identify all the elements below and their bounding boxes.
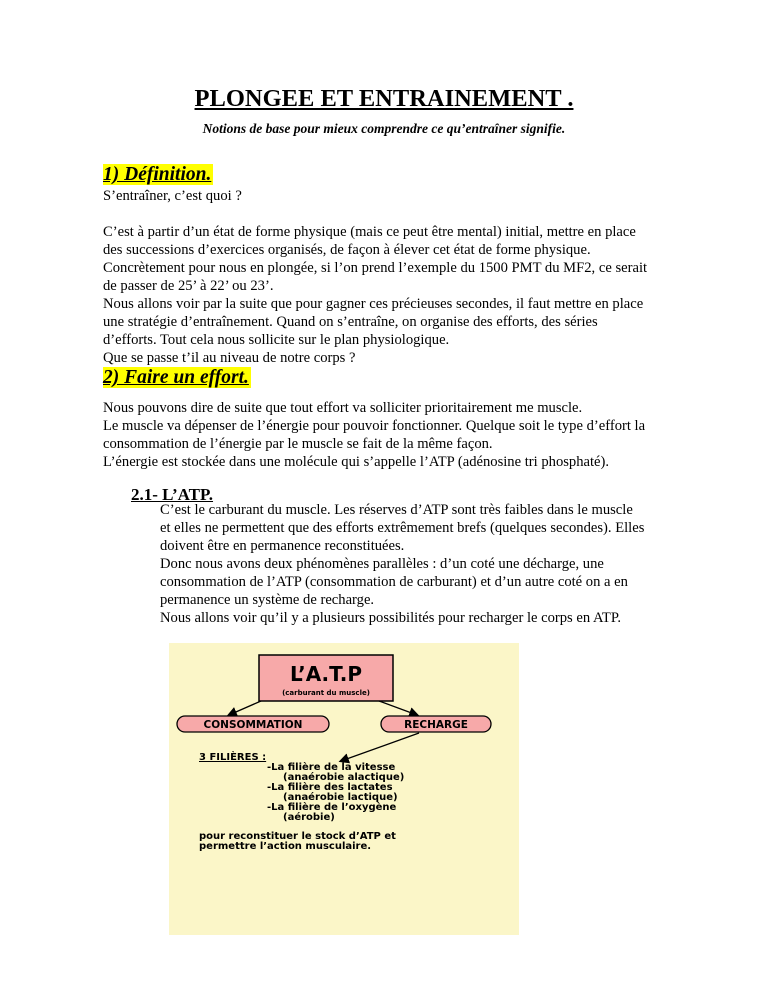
filiere-line: -La filière des lactates: [267, 782, 393, 793]
text-line: de passer de 25’ à 22’ ou 23’.: [103, 278, 274, 294]
section-heading-atp: 2.1- L’ATP.: [131, 485, 214, 504]
definition-question: S’entraîner, c’est quoi ?: [103, 188, 242, 204]
text-line: des successions d’exercices organisés, de façon à élever cet état de forme physique.: [103, 242, 591, 258]
text-line: et elles ne permettent que des efforts extrêmement brefs (quelques secondes). Elles: [160, 520, 645, 536]
definition-paragraph: [103, 223, 673, 367]
text-line: consommation de l’ATP (consommation de carburant) et d’un autre coté on a en: [160, 574, 628, 590]
effort-paragraph: [103, 399, 673, 471]
recharge-label: RECHARGE: [404, 719, 468, 731]
conclusion-line: permettre l’action musculaire.: [199, 841, 372, 852]
consommation-label: CONSOMMATION: [203, 719, 303, 731]
filiere-line: -La filière de l’oxygène: [267, 802, 397, 813]
arrow-to-recharge: [379, 701, 417, 715]
text-line: d’efforts. Tout cela nous sollicite sur le plan physiologique.: [103, 332, 450, 348]
page-title: PLONGEE ET ENTRAINEMENT .: [194, 85, 574, 112]
atp-box-title: L’A.T.P: [289, 662, 363, 686]
text-line: Nous pouvons dire de suite que tout effort va solliciter prioritairement me muscle.: [103, 400, 583, 416]
atp-diagram-svg: [169, 643, 519, 935]
arrow-to-filieres: [341, 733, 419, 761]
text-line: consommation de l’énergie par le muscle se fait de la même façon.: [103, 436, 493, 452]
filiere-line: (aérobie): [283, 812, 335, 823]
text-line: permanence un système de recharge.: [160, 592, 375, 608]
text-line: Nous allons voir qu’il y a plusieurs possibilités pour recharger le corps en ATP.: [160, 610, 621, 626]
atp-box-subtitle: (carburant du muscle): [282, 689, 370, 697]
atp-paragraph: [160, 501, 680, 627]
arrow-to-consommation: [229, 701, 261, 715]
text-line: Nous allons voir par la suite que pour gagner ces précieuses secondes, il faut mettre en place: [103, 296, 644, 312]
section-heading-definition: 1) Définition.: [103, 164, 212, 185]
text-line: Le muscle va dépenser de l’énergie pour pouvoir fonctionner. Quelque soit le type d’effort la: [103, 418, 646, 434]
filiere-line: (anaérobie lactique): [283, 792, 398, 803]
text-line: Concrètement pour nous en plongée, si l’on prend l’exemple du 1500 PMT du MF2, ce serait: [103, 260, 648, 276]
text-line: L’énergie est stockée dans une molécule qui s’appelle l’ATP (adénosine tri phosphaté).: [103, 454, 610, 470]
atp-diagram: [169, 643, 519, 935]
filieres-title: 3 FILIÈRES :: [199, 752, 267, 763]
conclusion-line: pour reconstituer le stock d’ATP et: [199, 831, 396, 842]
text-line: doivent être en permanence reconstituées.: [160, 538, 405, 554]
filiere-line: -La filière de la vitesse: [267, 762, 396, 773]
section-heading-effort: 2) Faire un effort.: [103, 367, 249, 388]
text-line: C’est le carburant du muscle. Les réserves d’ATP sont très faibles dans le muscle: [160, 502, 633, 518]
text-line: une stratégie d’entraînement. Quand on s’entraîne, on organise des efforts, des séries: [103, 314, 598, 330]
text-line: C’est à partir d’un état de forme physique (mais ce peut être mental) initial, mettre en place: [103, 224, 636, 240]
text-line: Donc nous avons deux phénomènes parallèles : d’un coté une décharge, une: [160, 556, 604, 572]
filiere-line: (anaérobie alactique): [283, 772, 405, 783]
text-line: Que se passe t’il au niveau de notre corps ?: [103, 350, 356, 366]
page-subtitle: Notions de base pour mieux comprendre ce qu’entraîner signifie.: [202, 121, 566, 136]
